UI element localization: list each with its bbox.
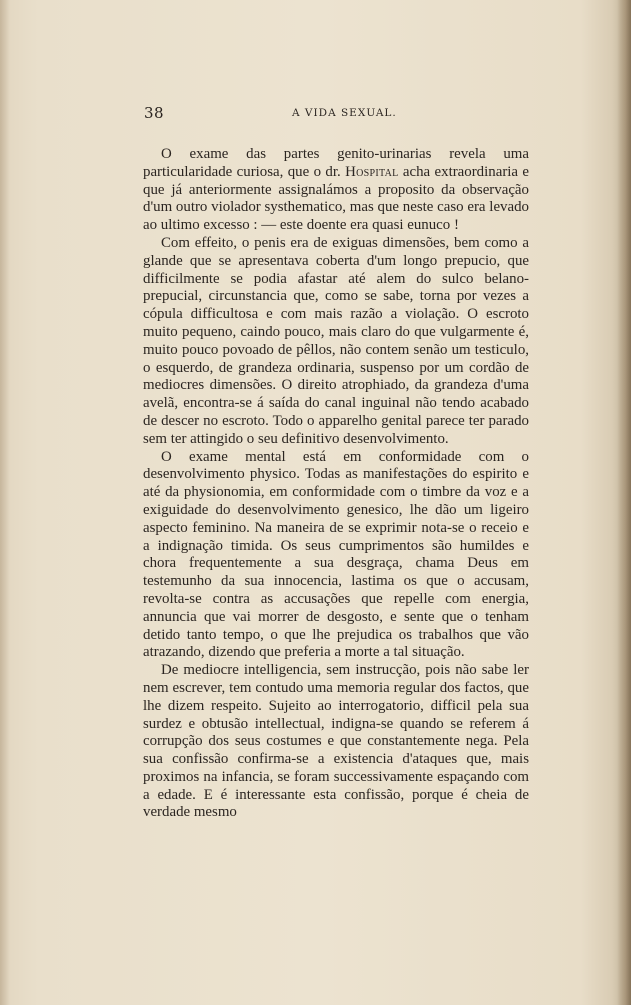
page-left-shadow: [0, 0, 10, 1005]
page-header: [144, 104, 527, 126]
paragraph-1: [143, 146, 529, 235]
paragraph-3: [143, 449, 529, 663]
paragraph-3-text: O exame mental está em conformidade com o desenvolvimento physico. Todas as manifestações do espirito e até da physionomia, em conformidade com o timbre da voz e a exiguidade do desenvolvimento genesico, lhe dão um ligeiro aspecto feminino. Na maneira de se exprimir nota-se o receio e a indignação timida. Os seus cumprimentos são humildes e chora frequentemente a sua desgraça, chama Deus em testemunho da sua innocencia, lastima os que o accusam, revolta-se contra as accusações que repelle com energia, annuncia que vai morrer de desgosto, e sente que o tenham detido tanto tempo, o que lhe prejudica os trabalhos que vão atrazando, dizendo que preferia a morte a tal situação.: [143, 448, 529, 661]
paragraph-2: [143, 235, 529, 449]
running-title: A VIDA SEXUAL.: [292, 107, 397, 119]
body-text: [143, 146, 529, 822]
paragraph-1-text-end: acha extraordinaria e que já anteriormente assignalámos a proposito da observação d'um outro violador systhematico, mas que neste caso era levado ao ultimo excesso : — este doente era quasi eunuco !: [143, 163, 529, 234]
paragraph-1-text-start: O exame das partes genito-urinarias revela uma particularidade curiosa, que o dr.: [143, 146, 529, 180]
paragraph-2-text: Com effeito, o penis era de exiguas dimensões, bem como a glande que se apresentava coberta d'um longo prepucio, que difficilmente se podia afastar até alem do sulco belano-prepucial, circunstancia que, como se sabe, torna por vezes a cópula difficultosa e com mais razão a violação. O escroto muito pequeno, caindo pouco, mais claro do que vulgarmente é, muito pouco povoado de pêllos, não contem senão um testiculo, o esquerdo, de grandeza ordinaria, suspenso por um cordão de mediocres dimensões. O direito atrophiado, da grandeza d'uma avelã, encontra-se á saída do canal inguinal não tendo acabado de descer no escroto. Todo o apparelho genital parece ter parado sem ter attingido o seu definitivo desenvolvimento.: [143, 234, 529, 447]
name-hospital: Hospital: [345, 163, 399, 180]
page-number: 38: [144, 104, 165, 122]
paragraph-4: [143, 662, 529, 822]
page-right-edge: [617, 0, 631, 1005]
paragraph-4-text: De mediocre intelligencia, sem instrucção, pois não sabe ler nem escrever, tem contudo uma memoria regular dos factos, que lhe dizem respeito. Sujeito ao interrogatorio, difficil pela sua surdez e obtusão intellectual, indigna-se quando se referem á corrupção dos seus costumes e que constantemente nega. Pela sua confissão confirma-se a existencia d'ataques que, mais proximos na infancia, se foram successivamente espaçando com a edade. E é interessante esta confissão, porque é cheia de verdade mesmo: [143, 662, 529, 821]
